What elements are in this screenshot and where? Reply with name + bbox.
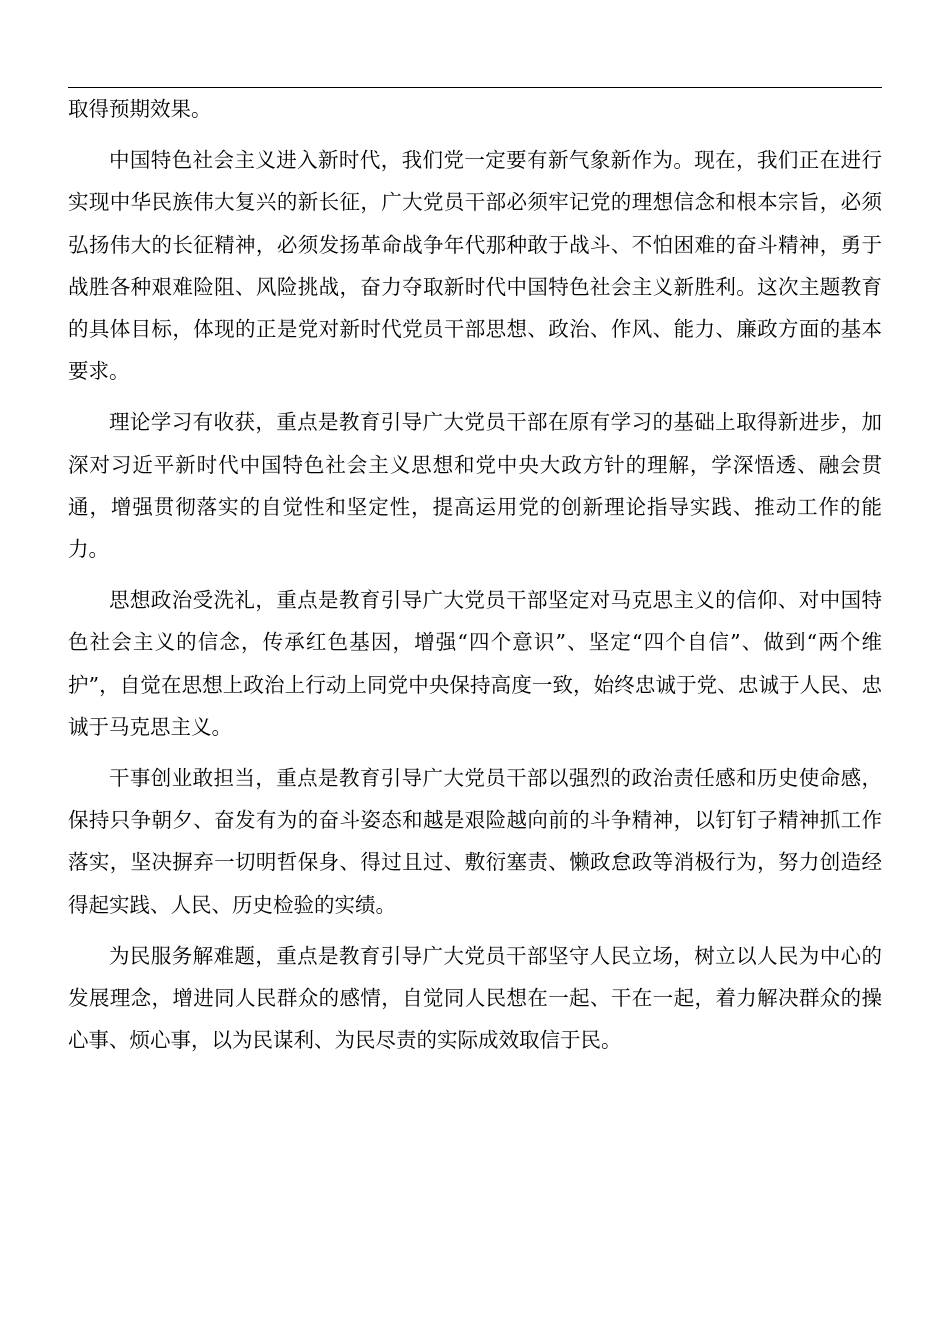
paragraph-3: 理论学习有收获，重点是教育引导广大党员干部在原有学习的基础上取得新进步，加深对习近平新时代中国特色社会主义思想和党中央大政方针的理解，学深悟透、融会贯通，增强贯彻落实的自觉性和坚定性，提高运用党的创新理论指导实践、推动工作的能力。 — [68, 410, 882, 562]
paragraph-2: 中国特色社会主义进入新时代，我们党一定要有新气象新作为。现在，我们正在进行实现中华民族伟大复兴的新长征，广大党员干部必须牢记党的理想信念和根本宗旨，必须弘扬伟大的长征精神，必须发扬革命战争年代那种敢于战斗、不怕困难的奋斗精神，勇于战胜各种艰难险阻、风险挑战，奋力夺取新时代中国特色社会主义新胜利。这次主题教育的具体目标，体现的正是党对新时代党员干部思想、政治、作风、能力、廉政方面的基本要求。 — [68, 148, 882, 384]
paragraph-1: 取得预期效果。 — [68, 97, 212, 121]
paragraph-4: 思想政治受洗礼，重点是教育引导广大党员干部坚定对马克思主义的信仰、对中国特色社会主义的信念，传承红色基因，增强“四个意识”、坚定“四个自信”、做到“两个维护”，自觉在思想上政治上行动上同党中央保持高度一致，始终忠诚于党、忠诚于人民、忠诚于马克思主义。 — [68, 588, 882, 739]
document-body — [68, 88, 882, 1070]
paragraph-6: 为民服务解难题，重点是教育引导广大党员干部坚守人民立场，树立以人民为中心的发展理念，增进同人民群众的感情，自觉同人民想在一起、干在一起，着力解决群众的操心事、烦心事，以为民谋利、为民尽责的实际成效取信于民。 — [68, 943, 882, 1053]
paragraph-5: 干事创业敢担当，重点是教育引导广大党员干部以强烈的政治责任感和历史使命感，保持只争朝夕、奋发有为的奋斗姿态和越是艰险越向前的斗争精神，以钉钉子精神抓工作落实，坚决摒弃一切明哲保身、得过且过、敷衍塞责、懒政怠政等消极行为，努力创造经得起实践、人民、历史检验的实绩。 — [68, 766, 882, 917]
